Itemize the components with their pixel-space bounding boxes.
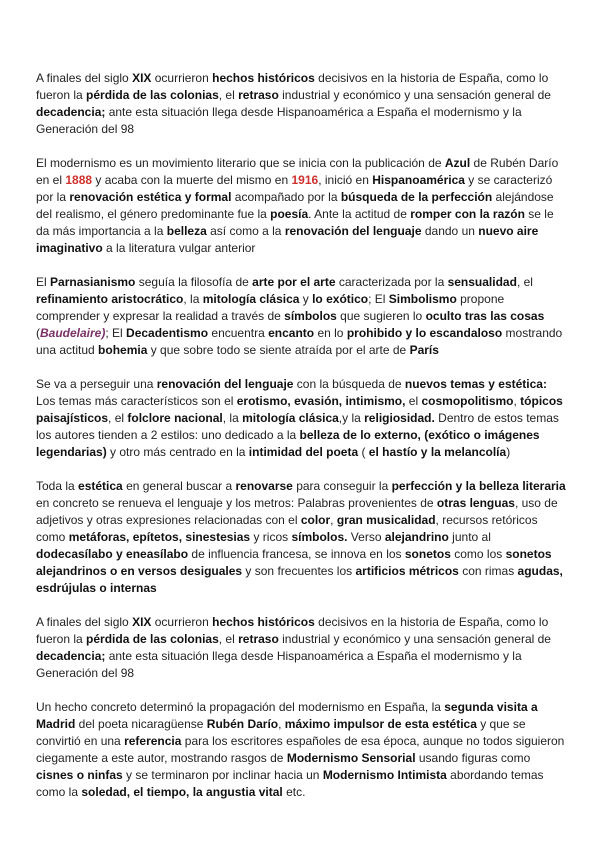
bold-term: sensualidad <box>447 275 517 289</box>
text-run: propone comprender y expresar la realidad a través de <box>36 292 505 323</box>
paragraph-ruben-dario-visit <box>36 699 566 801</box>
text-run: Dentro de estos temas los autores tienden a 2 estilos: uno dedicado a la <box>36 411 559 442</box>
bold-term: símbolos. <box>291 530 348 544</box>
bold-term: referencia <box>124 734 182 748</box>
text-run: a la literatura vulgar anterior <box>102 241 256 255</box>
bold-term: poesía <box>270 207 309 221</box>
bold-term: nuevo aire imaginativo <box>36 224 539 255</box>
bold-term: Parnasianismo <box>50 275 136 289</box>
text-run: encuentra <box>208 326 269 340</box>
text-run: dando un <box>421 224 479 238</box>
bold-term: otras lenguas <box>436 496 515 510</box>
bold-term: renovación estética y formal <box>69 190 232 204</box>
bold-term: oculto tras las cosas <box>425 309 545 323</box>
text-run: . Ante la actitud de <box>308 207 411 221</box>
bold-term: segunda visita a Madrid <box>36 700 538 731</box>
text-run: ; El <box>368 292 389 306</box>
paragraph-themes <box>36 376 566 461</box>
bold-term: pérdida de las colonias <box>86 632 219 646</box>
bold-term: renovarse <box>235 479 293 493</box>
bold-term: color <box>300 513 331 527</box>
text-run: así como a la <box>206 224 285 238</box>
text-run: ocurrieron <box>151 615 213 629</box>
bold-term: tópicos paisajísticos <box>36 394 563 425</box>
text-run: se le da más importancia a la <box>36 207 554 238</box>
text-run: y son frecuentes los <box>242 564 356 578</box>
bold-term: folclore nacional <box>127 411 223 425</box>
bold-term: erotismo, evasión, intimismo, <box>236 394 406 408</box>
highlight-year: 1916 <box>291 173 319 187</box>
bold-term: decadencia; <box>36 105 106 119</box>
text-run: , la <box>183 292 203 306</box>
bold-term: agudas, esdrújulas o internas <box>36 564 563 595</box>
text-run: con la búsqueda de <box>293 377 405 391</box>
text-run: A finales del siglo <box>36 615 133 629</box>
text-run: en concreto se renueva el lenguaje y los metros: Palabras provenientes de <box>36 496 437 510</box>
bold-term: decadencia; <box>36 649 106 663</box>
text-run: El modernismo es un movimiento literario que se inicia con la publicación de <box>36 156 445 170</box>
bold-term: belleza <box>166 224 207 238</box>
bold-term: búsqueda de la perfección <box>340 190 493 204</box>
text-run: que sugieren lo <box>336 309 426 323</box>
paragraph-aesthetics <box>36 478 566 597</box>
text-run: Los temas más característicos son el <box>36 394 237 408</box>
bold-term: hechos históricos <box>212 615 315 629</box>
text-run: con rimas <box>458 564 518 578</box>
bold-term: refinamiento aristocrático <box>36 292 184 306</box>
text-run: ante esta situación llega desde Hispanoamérica a España el modernismo y la Generación del 98 <box>36 105 522 136</box>
paragraph-intro-historical <box>36 70 566 138</box>
bold-term: Hispanoamérica <box>372 173 465 187</box>
text-run: ( <box>358 445 369 459</box>
bold-term: renovación del lenguaje <box>156 377 294 391</box>
text-run: Toda la <box>36 479 79 493</box>
bold-term: mitología clásica <box>242 411 339 425</box>
text-run: y acaba con la muerte del mismo en <box>92 173 292 187</box>
text-run: y se caracterizó por la <box>36 173 553 204</box>
text-run: , <box>278 717 285 731</box>
bold-term: dodecasílabo y eneasílabo <box>36 547 189 561</box>
text-run: El <box>36 275 51 289</box>
text-run: ( <box>36 326 40 340</box>
text-run: ) <box>506 445 511 459</box>
text-run: del poeta nicaragüense <box>75 717 207 731</box>
text-run: y otro más centrado en la <box>106 445 249 459</box>
bold-term: artificios métricos <box>355 564 459 578</box>
text-run: etc. <box>282 785 306 799</box>
text-run: , <box>330 513 337 527</box>
text-run: decisivos en la historia de España, como lo fueron la <box>36 71 549 102</box>
bold-term: cisnes o ninfas <box>36 768 123 782</box>
bold-term: Modernismo Sensorial <box>286 751 416 765</box>
bold-term: estética <box>78 479 123 493</box>
text-run: decisivos en la historia de España, como lo fueron la <box>36 615 549 646</box>
bold-term: XIX <box>132 615 152 629</box>
highlight-author: Baudelaire) <box>40 326 106 340</box>
bold-term: mitología clásica <box>202 292 300 306</box>
text-run: como los <box>450 547 506 561</box>
bold-term: XIX <box>132 71 152 85</box>
text-run: , <box>513 394 521 408</box>
text-run: A finales del siglo <box>36 71 133 85</box>
text-run: caracterizada por la <box>335 275 448 289</box>
text-run: , el <box>108 411 128 425</box>
bold-term: prohibido y lo escandaloso <box>346 326 503 340</box>
bold-term: retraso <box>238 88 279 102</box>
text-run: Un hecho concreto determinó la propagación del modernismo en España, la <box>36 700 445 714</box>
bold-term: retraso <box>238 632 279 646</box>
text-run: y que sobre todo se siente atraída por el arte de <box>147 343 410 357</box>
bold-term: Azul <box>444 156 471 170</box>
text-run: , inició en <box>318 173 373 187</box>
text-run: mostrando una actitud <box>36 326 563 357</box>
text-run: en lo <box>314 326 347 340</box>
bold-term: nuevos temas y estética: <box>404 377 547 391</box>
text-run: de Rubén Darío en el <box>36 156 559 187</box>
bold-term: cosmopolitismo <box>421 394 514 408</box>
text-run: y que se convirtió en una <box>36 717 526 748</box>
text-run: Se va a perseguir una <box>36 377 157 391</box>
text-run: acompañado por la <box>231 190 341 204</box>
bold-term: arte por el arte <box>252 275 336 289</box>
bold-term: máximo impulsor de esta estética <box>284 717 477 731</box>
bold-term: soledad, el tiempo, la angustia vital <box>81 785 283 799</box>
document-body <box>36 70 566 818</box>
text-run: en general buscar a <box>122 479 236 493</box>
bold-term: metáforas, epítetos, sinestesias <box>68 530 251 544</box>
text-run: , el <box>218 632 239 646</box>
text-run: alejándose del realismo, el género predominante fue la <box>36 190 554 221</box>
bold-term: Modernismo Intimista <box>322 768 447 782</box>
bold-term: alejandrino <box>384 530 449 544</box>
text-run: ante esta situación llega desde Hispanoamérica a España el modernismo y la Generación del 98 <box>36 649 522 680</box>
paragraph-intro-historical-repeat <box>36 614 566 682</box>
text-run: , el <box>218 88 239 102</box>
bold-term: intimidad del poeta <box>248 445 359 459</box>
bold-term: el hastío y la melancolía <box>368 445 507 459</box>
text-run: , recursos retóricos como <box>36 513 538 544</box>
text-run: seguía la filosofía de <box>135 275 253 289</box>
bold-term: Rubén Darío <box>206 717 279 731</box>
bold-term: religiosidad. <box>364 411 435 425</box>
text-run: industrial y económico y una sensación general de <box>278 632 551 646</box>
text-run: y <box>299 292 313 306</box>
bold-term: sonetos <box>404 547 451 561</box>
bold-term: lo exótico <box>312 292 369 306</box>
text-run: , el <box>516 275 533 289</box>
bold-term: Simbolismo <box>388 292 457 306</box>
text-run: ,y la <box>338 411 365 425</box>
text-run: para conseguir la <box>292 479 392 493</box>
text-run: ocurrieron <box>151 71 213 85</box>
bold-term: hechos históricos <box>212 71 315 85</box>
bold-term: pérdida de las colonias <box>86 88 219 102</box>
text-run: de influencia francesa, se innova en los <box>188 547 405 561</box>
bold-term: Decadentismo <box>126 326 209 340</box>
text-run: usando figuras como <box>415 751 531 765</box>
text-run: abordando temas como la <box>36 768 544 799</box>
bold-term: belleza de lo externo, (exótico o imágenes legendarias) <box>36 428 540 459</box>
bold-term: sonetos alejandrinos o en versos desiguales <box>36 547 552 578</box>
bold-term: símbolos <box>284 309 337 323</box>
text-run: , la <box>222 411 243 425</box>
bold-term: París <box>409 343 439 357</box>
text-run: junto al <box>448 530 491 544</box>
bold-term: encanto <box>268 326 315 340</box>
text-run: industrial y económico y una sensación general de <box>278 88 551 102</box>
bold-term: bohemia <box>98 343 148 357</box>
bold-term: gran musicalidad <box>336 513 436 527</box>
bold-term: perfección y la belleza literaria <box>391 479 566 493</box>
text-run: y ricos <box>250 530 292 544</box>
text-run: ; El <box>105 326 127 340</box>
highlight-year: 1888 <box>65 173 93 187</box>
paragraph-modernismo-definition <box>36 155 566 257</box>
bold-term: renovación del lenguaje <box>284 224 422 238</box>
text-run: para los escritores españoles de esa época, aunque no todos siguieron ciegamente a este autor, mostrando rasgos de <box>36 734 565 765</box>
paragraph-movements <box>36 274 566 359</box>
text-run: , uso de adjetivos y otras expresiones relacionadas con el <box>36 496 558 527</box>
text-run: y se terminaron por inclinar hacia un <box>122 768 323 782</box>
text-run: el <box>405 394 422 408</box>
bold-term: romper con la razón <box>410 207 525 221</box>
text-run: Verso <box>347 530 385 544</box>
